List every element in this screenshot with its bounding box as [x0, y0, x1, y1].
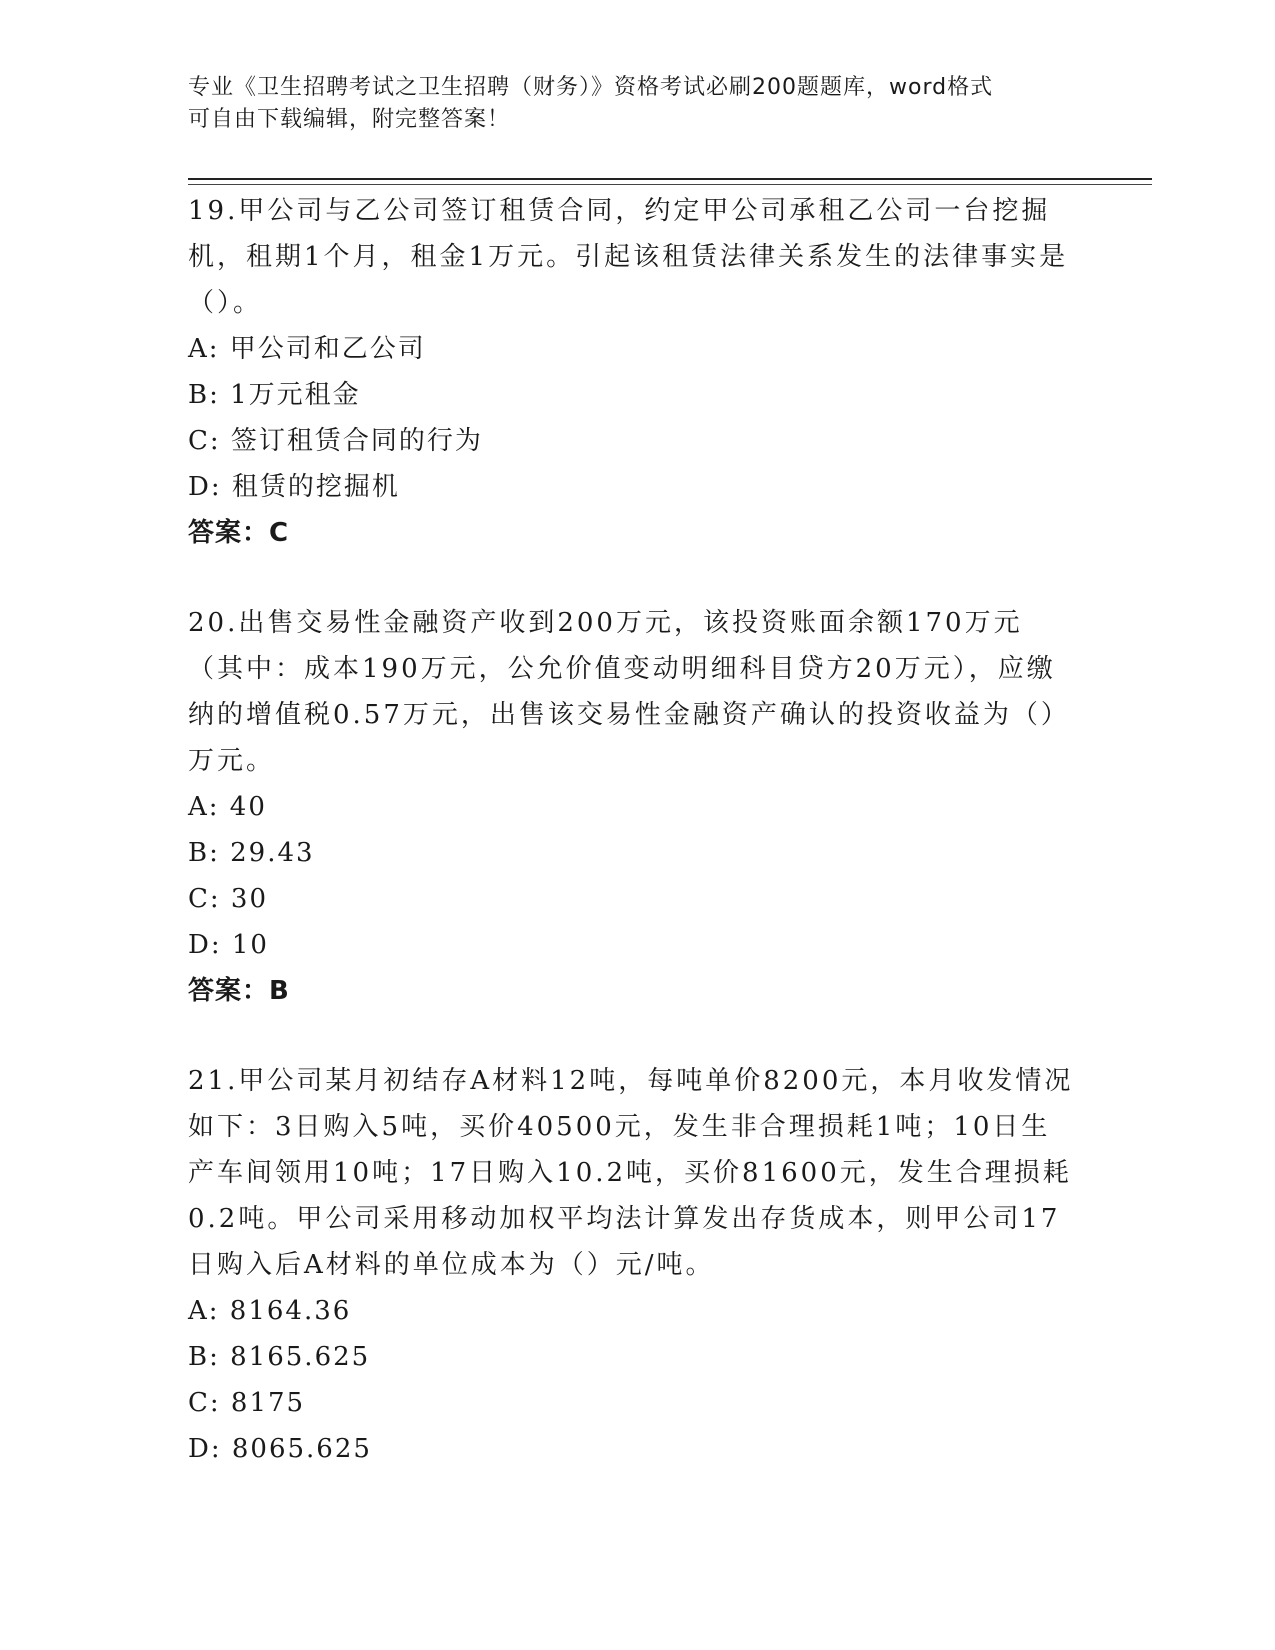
- question-19: [188, 188, 1088, 556]
- question-text: 21.甲公司某月初结存A材料12吨，每吨单价8200元，本月收发情况如下：3日购入5吨，买价40500元，发生非合理损耗1吨；10日生产车间领用10吨；17日购入10.2吨，买价81600元，发生合理损耗0.2吨。甲公司采用移动加权平均法计算发出存货成本，则甲公司17日购入后A材料的单位成本为（）元/吨。: [188, 1066, 1074, 1280]
- header-line-1: 专业《卫生招聘考试之卫生招聘（财务）》资格考试必刷200题题库，word格式: [188, 75, 994, 100]
- option-a: A: 甲公司和乙公司: [188, 334, 426, 364]
- answer-label: 答案：C: [188, 518, 290, 548]
- question-list: [188, 188, 1088, 1472]
- option-b: B: 1万元租金: [188, 380, 361, 410]
- option-c: C: 签订租赁合同的行为: [188, 426, 483, 456]
- option-c: C: 8175: [188, 1388, 306, 1418]
- question-text: 20.出售交易性金融资产收到200万元，该投资账面余额170万元（其中：成本190万元，公允价值变动明细科目贷方20万元），应缴纳的增值税0.57万元，出售该交易性金融资产确认的投资收益为（）万元。: [188, 608, 1070, 776]
- option-d: D: 租赁的挖掘机: [188, 472, 400, 502]
- question-spacer: [188, 1014, 1088, 1058]
- option-a: A: 40: [188, 792, 267, 822]
- answer-label: 答案：B: [188, 976, 290, 1006]
- question-21: [188, 1058, 1088, 1472]
- option-d: D: 8065.625: [188, 1434, 372, 1464]
- option-a: A: 8164.36: [188, 1296, 352, 1326]
- document-header: [188, 72, 1068, 136]
- question-spacer: [188, 556, 1088, 600]
- header-divider-thick: [188, 178, 1152, 180]
- header-line-2: 可自由下载编辑，附完整答案！: [188, 107, 511, 132]
- option-b: B: 29.43: [188, 838, 315, 868]
- header-divider-thin: [188, 184, 1152, 185]
- option-c: C: 30: [188, 884, 269, 914]
- question-text: 19.甲公司与乙公司签订租赁合同，约定甲公司承租乙公司一台挖掘机，租期1个月，租金1万元。引起该租赁法律关系发生的法律事实是（）。: [188, 196, 1069, 318]
- question-20: [188, 600, 1088, 1014]
- option-d: D: 10: [188, 930, 269, 960]
- option-b: B: 8165.625: [188, 1342, 371, 1372]
